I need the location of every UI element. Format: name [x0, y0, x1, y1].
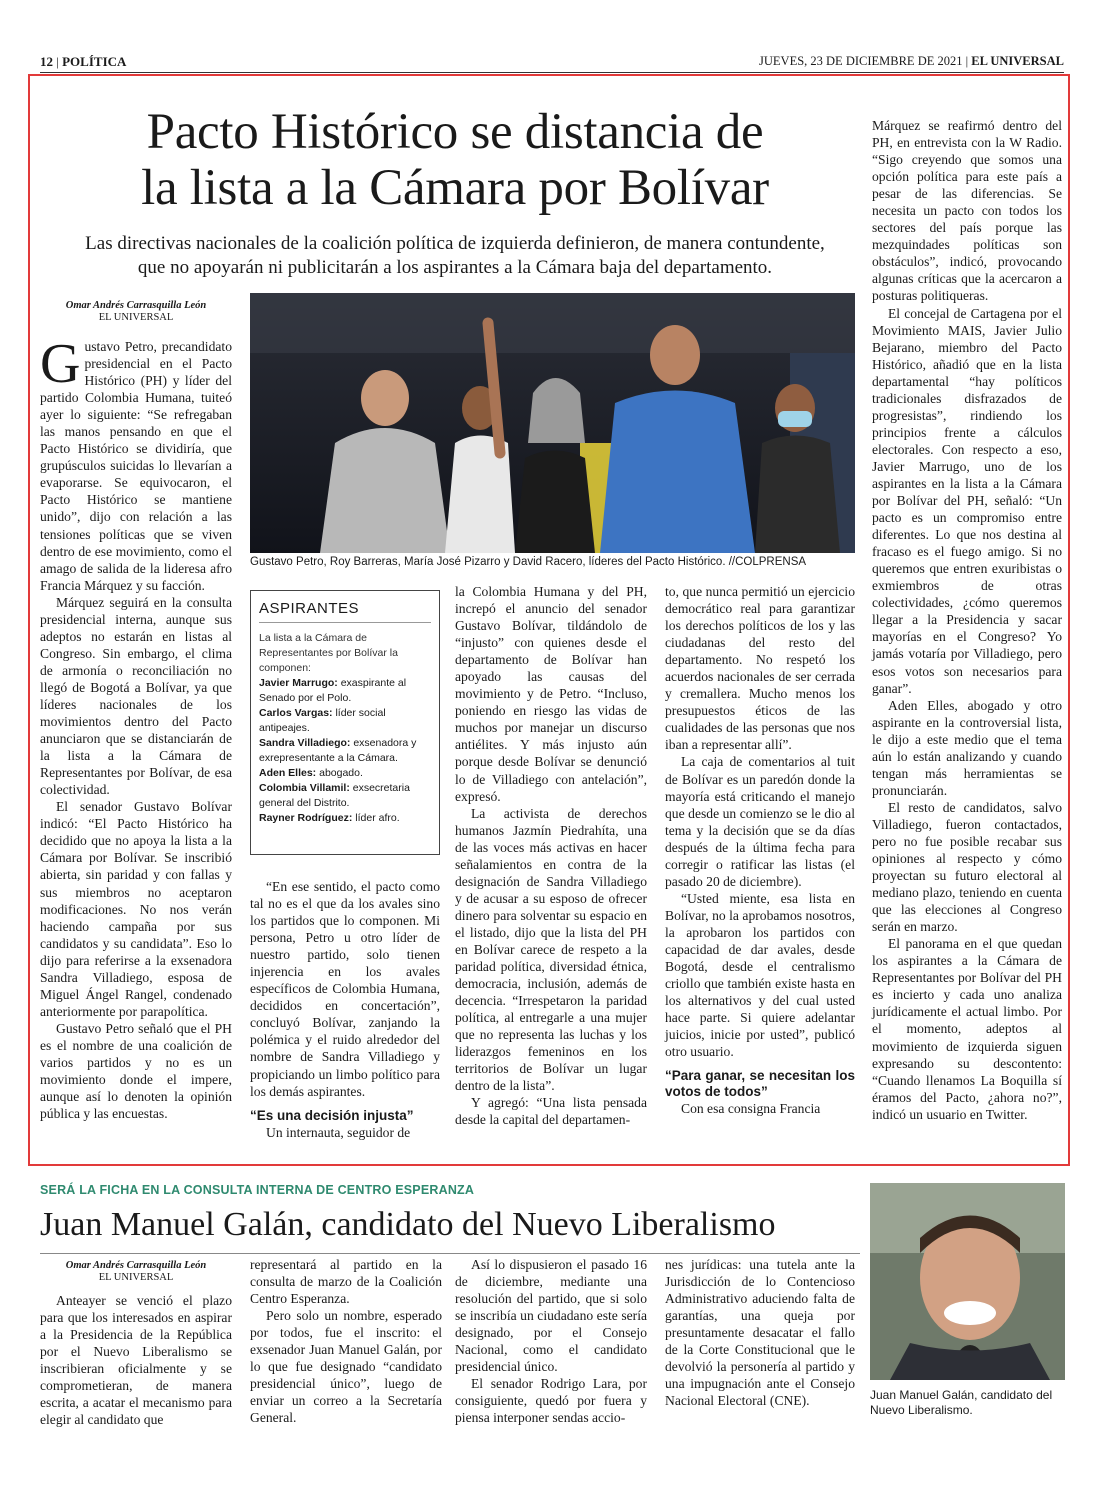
paragraph: Anteayer se venció el plazo para que los interesados en aspirar a la Presidencia de la República por el Nuevo Liberalismo se inscribieran oficialmente y se comprometieran, de manera escrita, a acatar el mecanismo para elegir al candidato que [40, 1293, 232, 1428]
paragraph: Pero solo un nombre, esperado por todos, fue el inscrito: el exsenador Juan Manuel Galán, por lo que fue designado “candidato presidencial único”, luego de enviar un correo a la Secretaría General. [250, 1308, 442, 1426]
section-name: POLÍTICA [62, 54, 127, 69]
paragraph: Márquez se reafirmó dentro del PH, en entrevista con la W Radio. “Sigo creyendo que somos una opción política para este país a pesar de las diferencias. Se necesita un pacto con todos los sectores del país porque las mezquindades políticas son obstáculos”, indicó, provocando algunas críticas que la acercaron a posturas politiqueras. [872, 118, 1062, 304]
paragraph: la Colombia Humana y del PH, increpó el anuncio del senador Gustavo Bolívar, tildándolo de “injusto” con quienes desde el departamento de Bolívar han apoyado las causas del movimiento y de Petro. “Incluso, poniendo en riesgo las vidas de muchos por manejar un discurso antiélites. Y más injusto aún porque desde Bolívar se denunció lo de Villadiego con antelación”, expresó. [455, 584, 647, 804]
aspirant-item: Aden Elles: abogado. [259, 767, 363, 779]
paragraph: La caja de comentarios al tuit de Bolívar es un paredón donde la mayoría está criticando el manejo que desde un comienzo se le dio al tema y la decisión que se da días después de la última fecha para corregir o ratificar las listas (el pasado 20 de diciembre). [665, 754, 855, 889]
paragraph: Y agregó: “Una lista pensada desde la capital del departamen- [455, 1095, 647, 1128]
paragraph: representará al partido en la consulta de marzo de la Coalición Centro Esperanza. [250, 1257, 442, 1307]
paragraph: Con esa consigna Francia [681, 1101, 821, 1117]
article2-photo [870, 1183, 1065, 1380]
author-outlet: EL UNIVERSAL [98, 312, 174, 323]
article2-headline: Juan Manuel Galán, candidato del Nuevo Liberalismo [40, 1206, 776, 1243]
photo-caption: Gustavo Petro, Roy Barreras, María José Pizarro y David Racero, líderes del Pacto Histórico. //COLPRENSA [250, 556, 807, 568]
paragraph: Gustavo Petro señaló que el PH es el nombre de una coalición de varios partidos y no es un movimiento donde el impere, aunque así lo denoten la opinión pública y las encuestas. [40, 1020, 232, 1122]
author-name: Omar Andrés Carrasquilla León [65, 300, 207, 311]
headline-line-2: la lista a la Cámara por Bolívar [141, 160, 769, 216]
paragraph: to, que nunca permitió un ejercicio democrático real para garantizar los derechos políticos de los y las ciudadanas del resto del departamento. No respetó los acuerdos nacionales de ser cerrada y cremallera. Mucho menos los presupuestos éticos de las cualidades de las personas que nos iban a representar allí”. [665, 584, 855, 753]
box-title: ASPIRANTES [259, 600, 360, 617]
header-date-paper: JUEVES, 23 DE DICIEMBRE DE 2021 | EL UNIVERSAL [759, 54, 1064, 68]
article2-column-4 [665, 1256, 855, 1409]
crowd-photo-illustration [250, 293, 855, 553]
paragraph: nes jurídicas: una tutela ante la Jurisdicción de lo Contencioso Administrativo aduciendo falta de garantías, una queja por presuntamente desacatar el fallo de la Corte Constitucional que le devolvió la personería al partido y una impugnación ante el Consejo Nacional Electoral (CNE). [665, 1257, 855, 1409]
drop-cap: G [40, 333, 81, 395]
paragraph: Así lo dispusieron el pasado 16 de diciembre, mediante una resolución del partido, que si solo se inscribía un ciudadano este sería designado, por el Consejo Nacional, como el candidato presidencial único. [455, 1257, 647, 1375]
article2-column-1 [40, 1260, 232, 1428]
paragraph: El senador Rodrigo Lara, por consiguiente, quedó por fuera y piensa interponer sendas accio- [455, 1376, 647, 1426]
paragraph: Un internauta, seguidor de [266, 1124, 411, 1140]
paragraph: “Usted miente, esa lista en Bolívar, no la aprobamos nosotros, la aprobaron los partidos con capacidad de dar avales, desde Bogotá, desde el centralismo criollo que también existe hasta en los alternativos y del cual usted hace parte. Si quiere adelantar juicios, inicie por usted”, publicó otro usuario. [665, 890, 855, 1060]
paragraph: Márquez seguirá en la consulta presidencial interna, aunque sus adeptos no estarán en listas al Congreso. Sin embargo, el clima de armonía o reconciliación no llegó de Bogotá a Bolívar, ya que líderes nacionales de los movimientos dentro del Pacto anunciaron que se distanciarán de la lista a la Cámara de Representantes por Bolívar, de esa colectividad. [40, 594, 232, 798]
author-outlet: EL UNIVERSAL [98, 1272, 174, 1283]
article-column-2 [250, 878, 440, 1141]
aspirant-item: Colombia Villamil: exsecretaria general del Distrito. [259, 782, 410, 809]
deck-line-2: que no apoyarán ni publicitarán a los aspirantes a la Cámara baja del departamento. [137, 257, 773, 278]
paragraph: El panorama en el que quedan los aspirantes a la Cámara de Representantes por Bolívar del PH es incierto y cada uno analiza jurídicamente el actual limbo. Por el momento, adeptos al movimiento de izquierda siguen expresando su descontento: “Cuando llenamos La Boquilla sí éramos del Pacto, ¿ahora no?”, indicó un usuario en Twitter. [872, 936, 1062, 1122]
aspirant-item: Carlos Vargas: líder social antipeajes. [259, 707, 386, 734]
newspaper-name: EL UNIVERSAL [971, 54, 1064, 68]
article-column-4 [665, 583, 855, 1117]
article2-kicker: SERÁ LA FICHA EN LA CONSULTA INTERNA DE CENTRO ESPERANZA [40, 1183, 475, 1197]
byline [40, 300, 232, 324]
subhead-para-ganar: “Para ganar, se necesitan los votos de todos” [665, 1068, 855, 1100]
paragraph: Aden Elles, abogado y otro aspirante en la controversial lista, le dijo a este medio que el tema aún lo están analizando y cuando tengan más herramientas se pronunciarán. [872, 697, 1062, 798]
article2-photo-caption: Juan Manuel Galán, candidato del Nuevo Liberalismo. [870, 1388, 1053, 1417]
header-rule [40, 72, 1064, 73]
page-number: 12 [40, 54, 53, 69]
portrait-illustration [870, 1183, 1065, 1380]
article2-rule [40, 1253, 860, 1254]
box-intro: La lista a la Cámara de Representantes por Bolívar la componen: [259, 622, 431, 676]
article2-column-2 [250, 1256, 442, 1426]
article-column-1 [40, 300, 232, 1122]
paragraph: “En ese sentido, el pacto como tal no es el que da los avales sino los partidos que lo componen. Mi persona, Petro u otro líder de nuestro partido, solo tienen injerencia en los avales específicos de Colombia Humana, decididos en concertación”, concluyó Bolívar, zanjando la polémica y el ruido alrededor del nombre de Sandra Villadiego y propiciando un limbo político para los demás aspirantes. [250, 879, 440, 1099]
aspirant-item: Sandra Villadiego: exsenadora y exrepresentante a la Cámara. [259, 737, 417, 764]
page-header [40, 52, 1064, 72]
paragraph: La activista de derechos humanos Jazmín Piedrahíta, una de las voces más activas en hacer señalamientos en contra de la designación de Sandra Villadiego y de acusar a su esposo de ofrecer dinero para solventar su espacio en el listado, dijo que la lista del PH en Bolívar carece de respeto a la paridad política, diversidad étnica, democracia, inclusión, además de decencia. “Irrespetaron la paridad política, al entregarle a una mujer que no representa las luchas y los liderazgos femeninos en los territorios de Bolívar un lugar dentro de la lista”. [455, 805, 647, 1094]
paragraph: El senador Gustavo Bolívar indicó: “El Pacto Histórico ha decidido que no apoya la lista a la Cámara por Bolívar. Se inscribió abierta, sin paridad y con fallas y sus miembros no aceptaron modificaciones. No nos verán haciendo campaña por sus candidatos y su candidata”. Eso lo dijo para referirse a la exsenadora Sandra Villadiego, esposa de Miguel Ángel Rangel, condenado anteriormente por parapolítica. [40, 799, 232, 1019]
deck-line-1: Las directivas nacionales de la coalición política de izquierda definieron, de manera contundente, [85, 233, 825, 254]
subhead-injusta: “Es una decisión injusta” [250, 1107, 414, 1123]
article2-column-3 [455, 1256, 647, 1426]
paragraph: El concejal de Cartagena por el Movimiento MAIS, Javier Julio Bejarano, miembro del Pacto Histórico, añadió que en la lista departamental “hay políticos tradicionales disfrazados de progresistas”, rindiendo los principios frente a cálculos electorales. Con respecto a eso, Javier Marrugo, uno de los aspirantes en la lista a la Cámara por Bolívar del PH, señaló: “Un pacto es un compromiso entre diferentes. Lo que nos destina al fracaso es el fuego amigo. Si no queremos que entren exuribistas o exmiembros de otras colectividades, ¿cómo queremos llegar a la Presidencia y sacar mayorías en el Congreso? Yo jamás votaría por Villadiego, pero esos votos son necesarios para ganar”. [872, 305, 1062, 696]
article-deck [60, 232, 850, 280]
aspirant-item: Rayner Rodríguez: líder afro. [259, 812, 400, 824]
aspirants-box [250, 590, 440, 855]
headline-line-1: Pacto Histórico se distancia de [146, 104, 764, 160]
page-section-label: 12 | POLÍTICA [40, 54, 127, 69]
article-column-3 [455, 583, 647, 1129]
aspirant-item: Javier Marrugo: exaspirante al Senado por el Polo. [259, 677, 407, 704]
issue-date: JUEVES, 23 DE DICIEMBRE DE 2021 [759, 54, 963, 68]
author-name: Omar Andrés Carrasquilla León [65, 1260, 207, 1271]
article-headline [60, 104, 850, 216]
paragraph: El resto de candidatos, salvo Villadiego, fueron contactados, pero no fue posible recabar sus opiniones al respecto y cómo proyectan su futuro electoral al mediano plazo, teniendo en cuenta que las elecciones al Congreso serán en marzo. [872, 799, 1062, 935]
column-text [40, 1292, 232, 1428]
article-photo [250, 293, 855, 553]
paragraph: Gustavo Petro, precandidato presidencial en el Pacto Histórico (PH) y líder del partido Colombia Humana, tuiteó ayer lo siguiente: “Se refregaban las manos pensando en que el Pacto Histórico se dividiría, que grupúsculos suicidas lo llevarían a evaporarse. Se equivocaron, el Pacto Histórico se mantiene unido”, dijo con relación a las tensiones políticas que se viven dentro de ese movimiento, como el amago de salida de la lideresa afro Francia Márquez y su facción. [40, 333, 232, 593]
byline [40, 1260, 232, 1284]
column-text [40, 333, 232, 1122]
article-column-5 [872, 117, 1062, 1123]
